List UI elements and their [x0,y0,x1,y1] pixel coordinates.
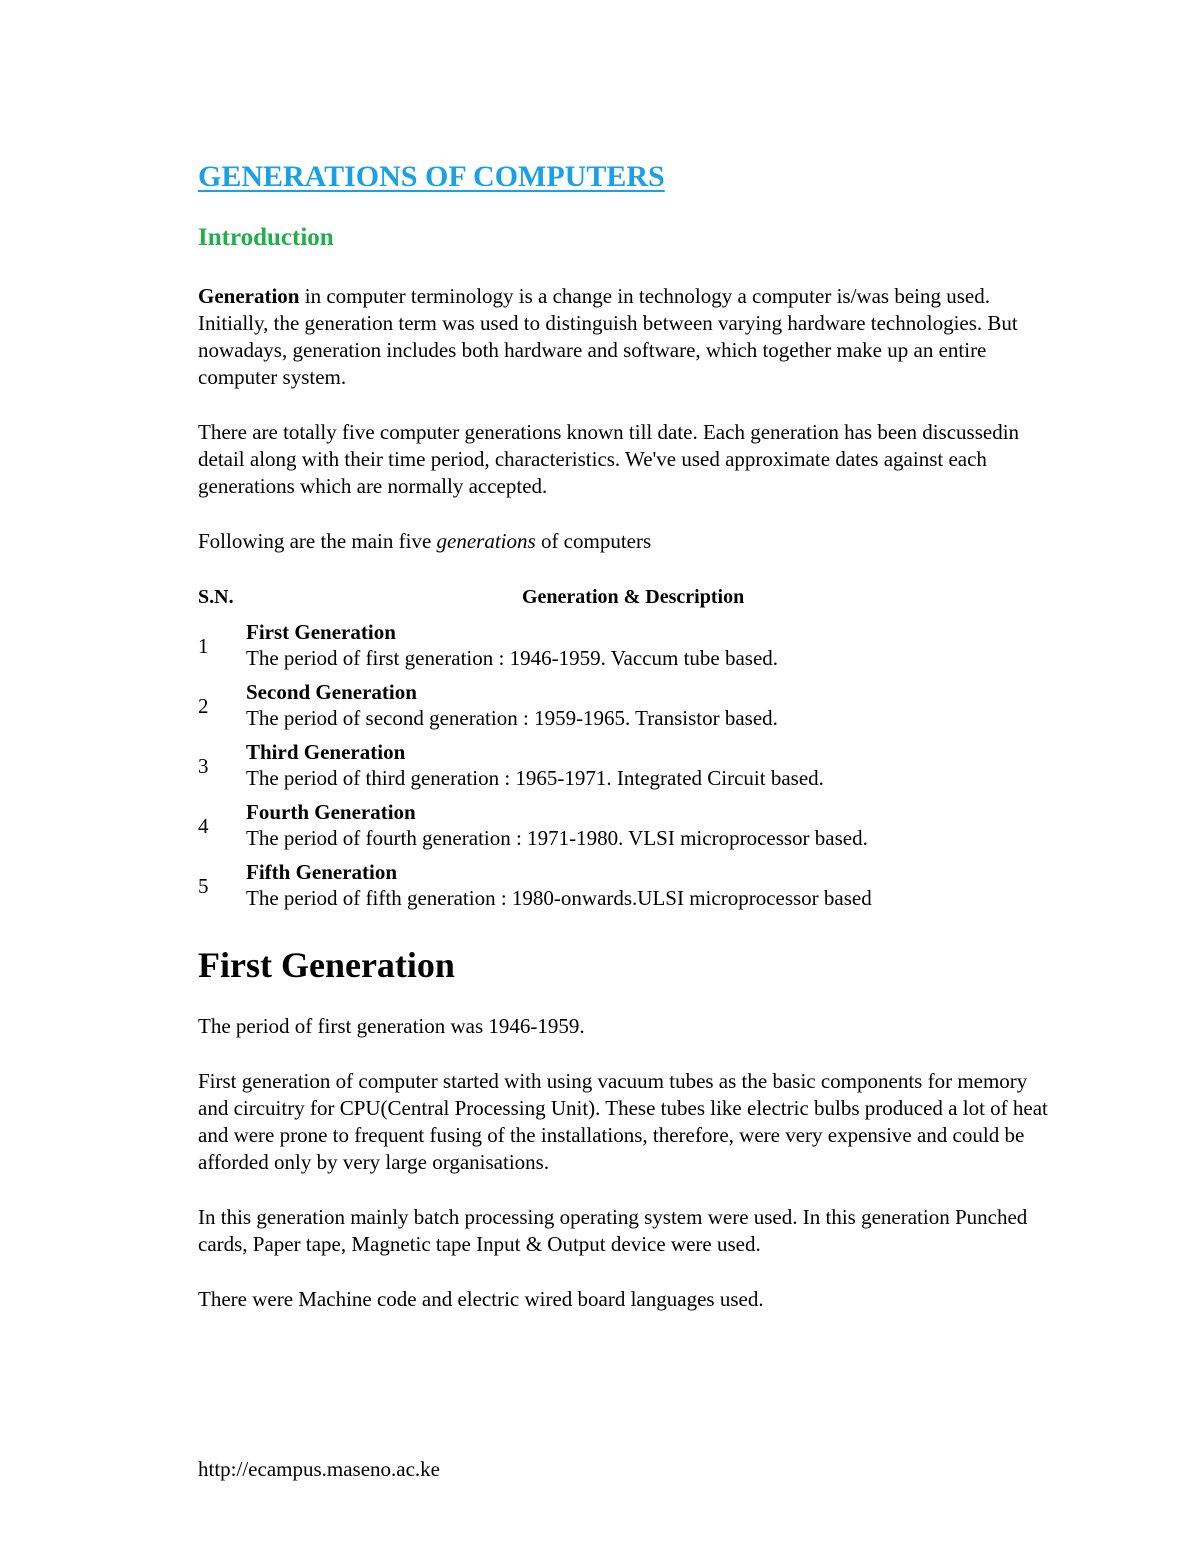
row-generation-desc: The period of fifth generation : 1980-onwards.ULSI microprocessor based [246,886,872,910]
row-generation-desc: The period of third generation : 1965-1971. Integrated Circuit based. [246,766,824,790]
row-generation-desc: The period of first generation : 1946-1959. Vaccum tube based. [246,646,779,670]
introduction-heading: Introduction [198,224,334,251]
intro-term: Generation [198,284,300,308]
generations-count-paragraph: There are totally five computer generations known till date. Each generation has been discussedin detail along with their time period, characteristics. We've used approximate dates against each generations which are normally accepted. [198,420,1020,498]
first-generation-os: In this generation mainly batch processing operating system were used. In this generation Punched cards, Paper tape, Magnetic tape Input & Output device were used. [198,1205,1028,1256]
header-description: Generation & Description [522,586,745,608]
row-sn: 5 [198,874,209,898]
first-generation-heading: First Generation [198,945,455,985]
table-header [198,586,1058,614]
document-page [198,0,1078,1553]
intro-text: in computer terminology is a change in technology a computer is/was being used. Initially, the generation term was used to distinguish between varying hardware technologies. But nowadays, generation includes both hardware and software, which together make up an entire computer system. [198,284,1018,389]
row-generation-name: Fourth Generation [246,800,416,824]
row-generation-desc: The period of fourth generation : 1971-1980. VLSI microprocessor based. [246,826,868,850]
table-row [198,680,1058,736]
generations-emphasis: generations [436,529,536,553]
intro-paragraph [198,283,1058,391]
table-row [198,800,1058,856]
table-row [198,620,1058,676]
table-row [198,740,1058,796]
row-generation-name: Third Generation [246,740,406,764]
row-sn: 1 [198,634,209,658]
first-generation-languages: There were Machine code and electric wired board languages used. [198,1287,764,1311]
following-paragraph: Following are the main five generations of computers [198,529,652,553]
row-generation-name: Fifth Generation [246,860,398,884]
row-sn: 4 [198,814,209,838]
table-row [198,860,1058,916]
header-sn: S.N. [198,586,234,608]
row-generation-name: First Generation [246,620,396,644]
footer-url: http://ecampus.maseno.ac.ke [198,1457,441,1481]
row-generation-name: Second Generation [246,680,417,704]
row-generation-desc: The period of second generation : 1959-1965. Transistor based. [246,706,778,730]
first-generation-description: First generation of computer started with using vacuum tubes as the basic components for memory and circuitry for CPU(Central Processing Unit). These tubes like electric bulbs produced a lot of heat and were prone to frequent fusing of the installations, therefore, were very expensive and could be afforded only by very large organisations. [198,1069,1048,1174]
row-sn: 3 [198,754,209,778]
row-sn: 2 [198,694,209,718]
first-generation-period: The period of first generation was 1946-1959. [198,1014,585,1038]
document-title: GENERATIONS OF COMPUTERS [198,160,665,193]
